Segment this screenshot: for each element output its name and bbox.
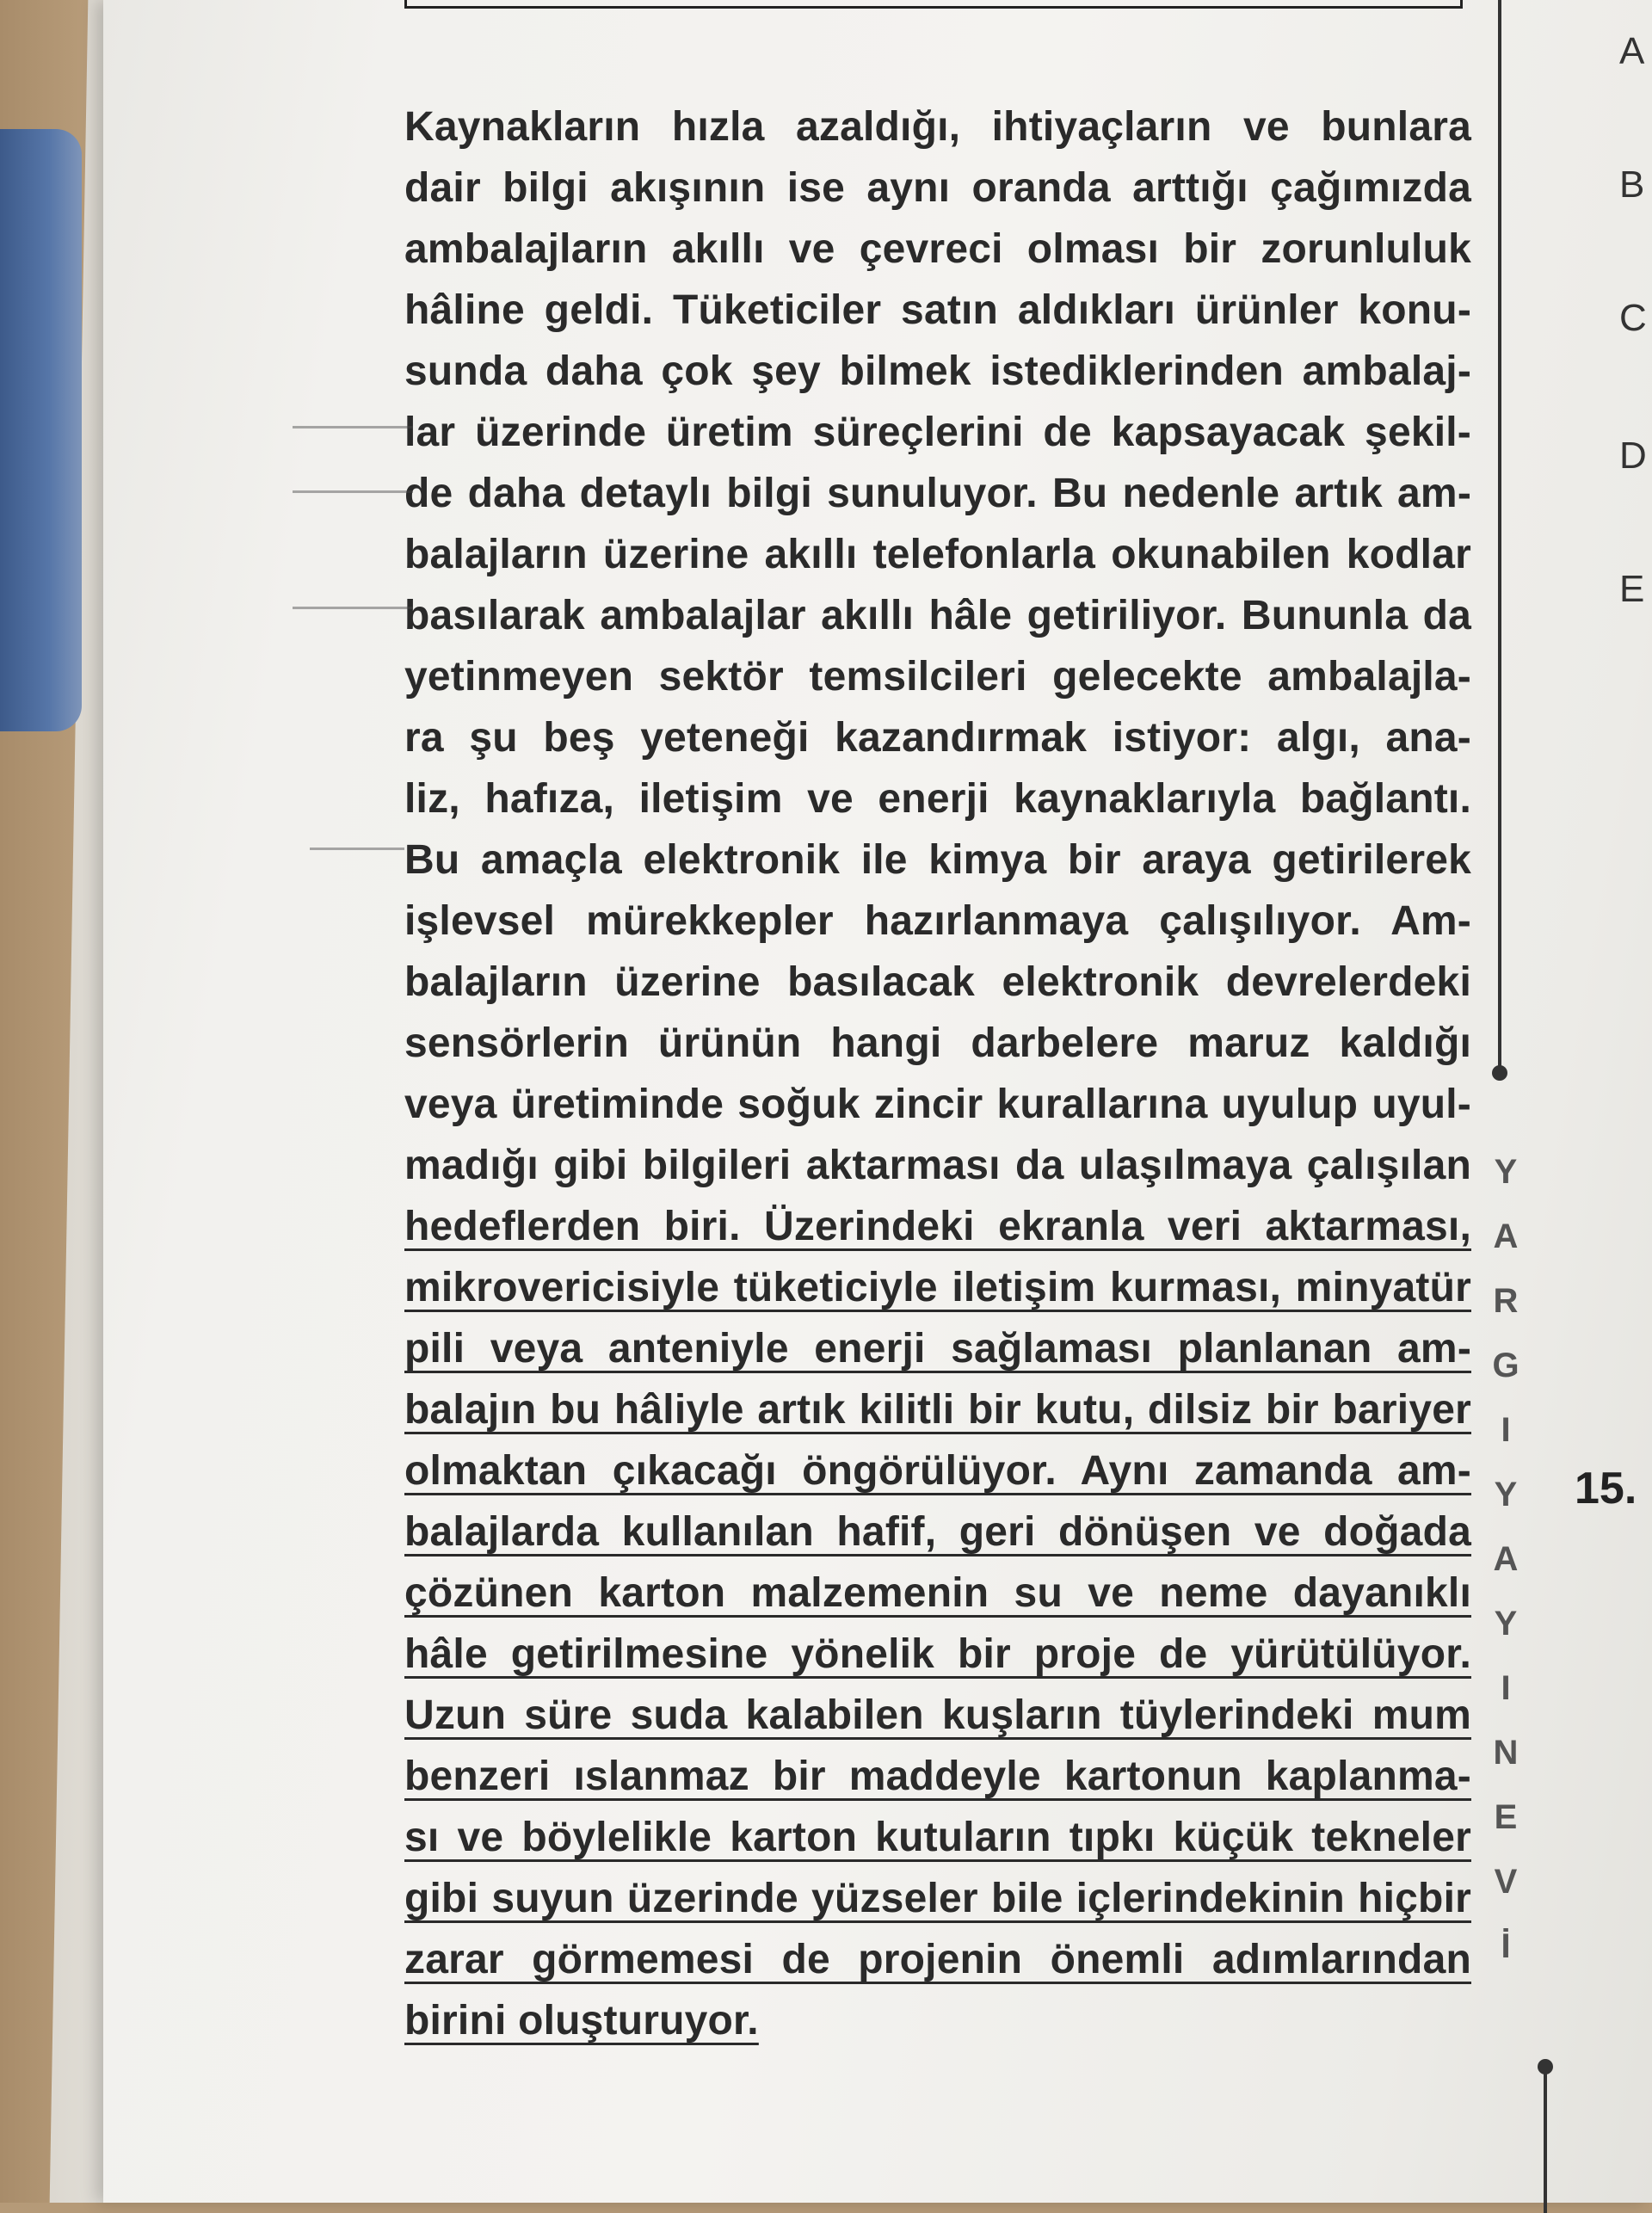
rule-end-dot [1492,1065,1507,1081]
text-line: Kaynakların hızla azaldığı, ihtiyaçların ve bunlara [404,104,1471,150]
text-line: dair bilgi akışının ise aynı oranda arttığı çağımızda [404,165,1471,211]
label-letter: N [1493,1734,1519,1772]
text-line: yetinmeyen sektör temsilcileri gelecekte ambalajla- [404,654,1471,700]
label-letter: I [1501,1669,1511,1707]
text-line: sensörlerin ürünün hangi darbelere maruz kaldığı [404,1020,1471,1066]
text-line: madığı gibi bilgileri aktarması da ulaşılmaya çalışılan [404,1143,1471,1188]
text-line: veya üretiminde soğuk zincir kurallarına uyulup uyul- [404,1082,1471,1127]
label-letter: E [1494,1798,1518,1836]
text-line-underlined: çözünen karton malzemenin su ve neme dayanıklı [404,1570,1471,1616]
text-line: işlevsel mürekkepler hazırlanmaya çalışılıyor. Am- [404,898,1471,944]
text-line: sunda daha çok şey bilmek istediklerinden ambalaj- [404,348,1471,394]
text-line-underlined: hedeflerden biri. Üzerindeki ekranla veri aktarması, [404,1204,1471,1249]
column-rule-top [1498,0,1501,1071]
text-line: balajların üzerine basılacak elektronik devrelerdeki [404,959,1471,1005]
pen-mark [293,490,413,493]
text-line: ambalajların akıllı ve çevreci olması bir zorunluluk [404,226,1471,272]
text-line: basılarak ambalajlar akıllı hâle getiriliyor. Bununla da [404,593,1471,638]
text-line: hâline geldi. Tüketiciler satın aldıkları ürünler konu- [404,287,1471,333]
label-letter: G [1492,1347,1519,1384]
option-letter-c: C [1619,297,1647,339]
text-line: balajların üzerine akıllı telefonlarla okunabilen kodlar [404,532,1471,577]
text-line-underlined: mikrovericisiyle tüketiciyle iletişim kurması, minyatür [404,1265,1471,1310]
label-letter: V [1494,1863,1518,1901]
text-line: de daha detaylı bilgi sunuluyor. Bu nedenle artık am- [404,471,1471,516]
reading-paragraph [404,96,1471,2051]
pen-mark [293,607,413,609]
text-line-underlined: pili veya anteniyle enerji sağlaması planlanan am- [404,1326,1471,1372]
option-letter-e: E [1619,568,1645,610]
text-line-underlined: gibi suyun üzerinde yüzseler bile içlerindekinin hiçbir [404,1876,1471,1921]
blue-object [0,129,82,731]
text-line-underlined: birini oluşturuyor. [404,1998,759,2043]
option-letter-d: D [1619,435,1647,477]
question-number: 15. [1575,1464,1637,1513]
option-letter-a: A [1619,30,1645,72]
text-line-underlined: benzeri ıslanmaz bir maddeyle kartonun kaplanma- [404,1754,1471,1799]
text-line-underlined: balajlarda kullanılan hafif, geri dönüşen ve doğada [404,1509,1471,1555]
label-letter: Y [1494,1476,1518,1513]
text-line: Bu amaçla elektronik ile kimya bir araya getirilerek [404,837,1471,883]
top-frame [404,0,1463,9]
label-letter: Y [1494,1605,1518,1643]
label-letter: I [1501,1411,1511,1449]
text-line-underlined: hâle getirilmesine yönelik bir proje de yürütülüyor. [404,1631,1471,1677]
text-line-underlined: zarar görmemesi de projenin önemli adımlarından [404,1937,1471,1982]
label-letter: İ [1501,1927,1511,1965]
text-line-underlined: olmaktan çıkacağı öngörülüyor. Aynı zamanda am- [404,1448,1471,1494]
text-line-underlined: balajın bu hâliyle artık kilitli bir kutu, dilsiz bir bariyer [404,1387,1471,1433]
pen-mark [293,426,413,428]
rule-end-dot [1538,2059,1553,2074]
option-letter-b: B [1619,163,1645,206]
label-letter: A [1493,1217,1519,1255]
label-letter: R [1493,1282,1519,1320]
column-rule-bottom [1544,2067,1547,2213]
pen-mark [310,848,404,850]
publisher-vertical-label [1480,1140,1532,1979]
text-line: lar üzerinde üretim süreçlerini de kapsayacak şekil- [404,410,1471,455]
text-line-underlined: sı ve böylelikle karton kutuların tıpkı küçük tekneler [404,1815,1471,1860]
text-line: liz, hafıza, iletişim ve enerji kaynaklarıyla bağlantı. [404,776,1471,822]
text-line: ra şu beş yeteneği kazandırmak istiyor: algı, ana- [404,715,1471,761]
label-letter: Y [1494,1153,1518,1191]
text-line-underlined: Uzun süre suda kalabilen kuşların tüylerindeki mum [404,1692,1471,1738]
label-letter: A [1493,1540,1519,1578]
